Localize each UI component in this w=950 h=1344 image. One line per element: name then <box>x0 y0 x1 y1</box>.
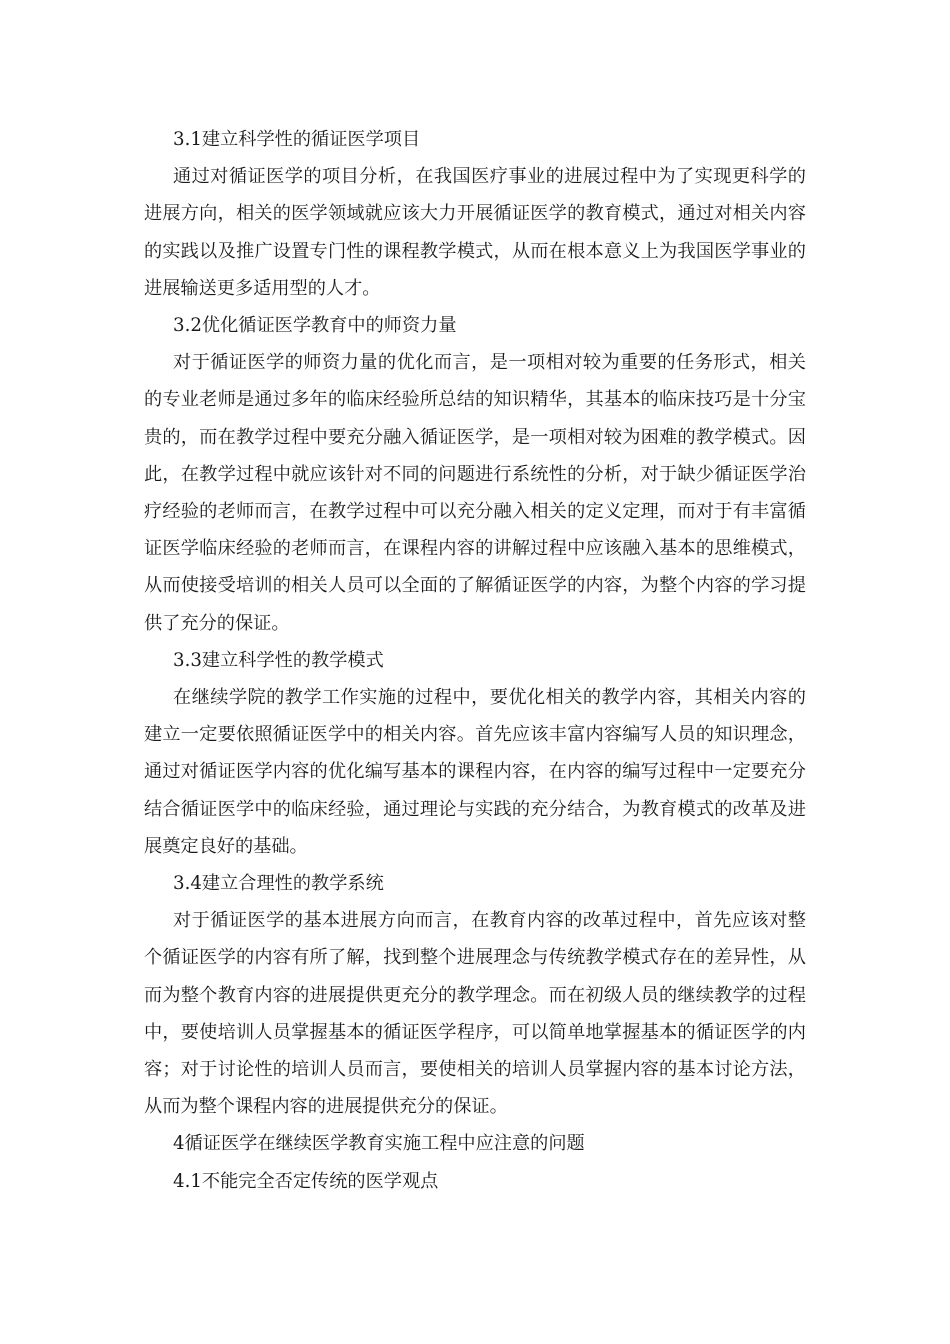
section-heading-3-4: 3.4建立合理性的教学系统 <box>173 873 384 895</box>
body-paragraph: 通过对循证医学的项目分析，在我国医疗事业的进展过程中为了实现更科学的进展方向，相关的医学领域就应该大力开展循证医学的教育模式，通过对相关内容的实践以及推广设置专门性的课程教学模式，从而在根本意义上为我国医学事业的进展输送更多适用型的人才。 <box>144 166 806 299</box>
section-heading-4: 4循证医学在继续医学教育实施工程中应注意的问题 <box>173 1133 585 1155</box>
body-paragraph: 对于循证医学的基本进展方向而言，在教育内容的改革过程中，首先应该对整个循证医学的内容有所了解，找到整个进展理念与传统教学模式存在的差异性，从而为整个教育内容的进展提供更充分的教学理念。而在初级人员的继续教学的过程中，要使培训人员掌握基本的循证医学程序，可以简单地掌握基本的循证医学的内容；对于讨论性的培训人员而言，要使相关的培训人员掌握内容的基本讨论方法，从而为整个课程内容的进展提供充分的保证。 <box>144 910 806 1118</box>
section-heading-3-3: 3.3建立科学性的教学模式 <box>173 649 384 671</box>
section-heading-3-2: 3.2优化循证医学教育中的师资力量 <box>173 315 457 337</box>
body-paragraph: 在继续学院的教学工作实施的过程中，要优化相关的教学内容，其相关内容的建立一定要依照循证医学中的相关内容。首先应该丰富内容编写人员的知识理念，通过对循证医学内容的优化编写基本的课程内容，在内容的编写过程中一定要充分结合循证医学中的临床经验，通过理论与实践的充分结合，为教育模式的改革及进展奠定良好的基础。 <box>144 687 806 857</box>
section-heading-3-1: 3.1建立科学性的循证医学项目 <box>173 129 421 150</box>
section-heading-4-1: 4.1不能完全否定传统的医学观点 <box>173 1170 439 1192</box>
body-paragraph: 对于循证医学的师资力量的优化而言，是一项相对较为重要的任务形式，相关的专业老师是通过多年的临床经验所总结的知识精华，其基本的临床技巧是十分宝贵的，而在教学过程中要充分融入循证医学，是一项相对较为困难的教学模式。因此，在教学过程中就应该针对不同的问题进行系统性的分析，对于缺少循证医学治疗经验的老师而言，在教学过程中可以充分融入相关的定义定理，而对于有丰富循证医学临床经验的老师而言，在课程内容的讲解过程中应该融入基本的思维模式，从而使接受培训的相关人员可以全面的了解循证医学的内容，为整个内容的学习提供了充分的保证。 <box>144 352 806 634</box>
document-body <box>144 121 806 1200</box>
